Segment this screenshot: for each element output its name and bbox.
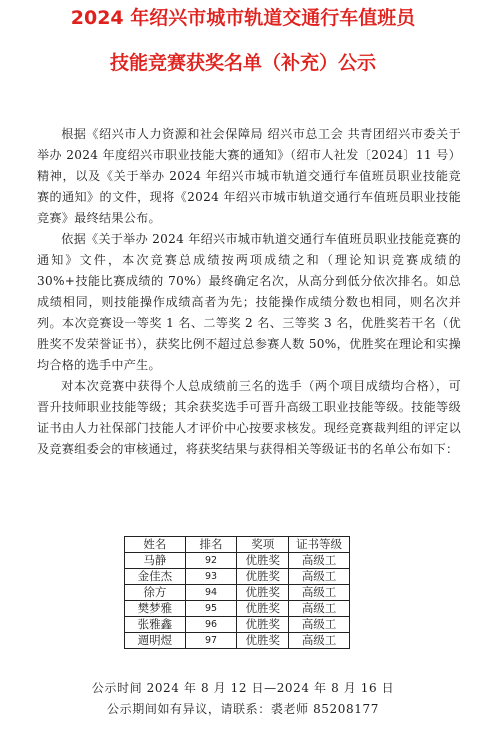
cell-rank: 95 [185,601,237,617]
header-award: 奖项 [237,537,289,553]
winners-table [124,536,350,649]
paragraph-scoring: 依据《关于举办 2024 年绍兴市城市轨道交通行车值班员职业技能竞赛的通知》文件，本次竞赛总成绩按两项成绩之和（理论知识竞赛成绩的 30%+技能比赛成绩的 70%）最终确定名次，从高分到低分依次排名。如总成绩相同，则技能操作成绩高者为先；技能操作成绩分数也相同，则名次并列。本次竞赛设一等奖 1 名、二等奖 2 名、三等奖 3 名，优胜奖若干名（优胜奖不发荣誉证书），获奖比例不超过总参赛人数 50%，优胜奖在理论和实操均合格的选手中产生。 [37,232,461,372]
cell-name: 马静 [125,553,186,569]
cell-award: 优胜奖 [237,601,289,617]
cell-name: 金佳杰 [125,569,186,585]
paragraph-basis: 根据《绍兴市人力资源和社会保障局 绍兴市总工会 共青团绍兴市委关于举办 2024 年度绍兴市职业技能大赛的通知》（绍市人社发〔2024〕11 号）精神，以及《关于举办 2024 年绍兴市城市轨道交通行车值班员职业技能竞赛的通知》的文件，现将《2024 年绍兴市城市轨道交通行车值班员职业技能竞赛》最终结果公布。 [37,127,461,225]
cell-award: 优胜奖 [237,633,289,649]
table-row [125,601,350,617]
cell-name: 张雅鑫 [125,617,186,633]
cell-name: 週明煜 [125,633,186,649]
cell-certificate: 高级工 [289,633,350,649]
table-row [125,585,350,601]
cell-rank: 97 [185,633,237,649]
table-row [125,617,350,633]
cell-rank: 94 [185,585,237,601]
title-line-2: 技能竞赛获奖名单（补充）公示 [109,52,376,74]
cell-award: 优胜奖 [237,585,289,601]
table-row [125,569,350,585]
cell-award: 优胜奖 [237,617,289,633]
table-header-row [125,537,350,553]
cell-rank: 92 [185,553,237,569]
cell-name: 徐方 [125,585,186,601]
cell-award: 优胜奖 [237,569,289,585]
cell-name: 樊梦雅 [125,601,186,617]
publicity-period: 公示时间 2024 年 8 月 12 日—2024 年 8 月 16 日 [91,681,395,695]
cell-certificate: 高级工 [289,569,350,585]
notice-body [37,124,461,460]
header-name: 姓名 [125,537,186,553]
cell-rank: 96 [185,617,237,633]
header-rank: 排名 [185,537,237,553]
cell-certificate: 高级工 [289,585,350,601]
cell-certificate: 高级工 [289,601,350,617]
paragraph-certificates: 对本次竞赛中获得个人总成绩前三名的选手（两个项目成绩均合格），可晋升技师职业技能等级；其余获奖选手可晋升高级工职业技能等级。技能等级证书由人力社保部门技能人才评价中心按要求核发。现经竞赛裁判组的评定以及竞赛组委会的审核通过，将获奖结果与获得相关等级证书的名单公布如下： [37,379,461,456]
contact-line: 公示期间如有异议，请联系：裘老师 85208177 [107,702,379,716]
cell-certificate: 高级工 [289,617,350,633]
cell-rank: 93 [185,569,237,585]
title-line-1: 2024 年绍兴市城市轨道交通行车值班员 [70,7,416,29]
cell-certificate: 高级工 [289,553,350,569]
header-certificate: 证书等级 [289,537,350,553]
table-row [125,553,350,569]
table-row [125,633,350,649]
cell-award: 优胜奖 [237,553,289,569]
